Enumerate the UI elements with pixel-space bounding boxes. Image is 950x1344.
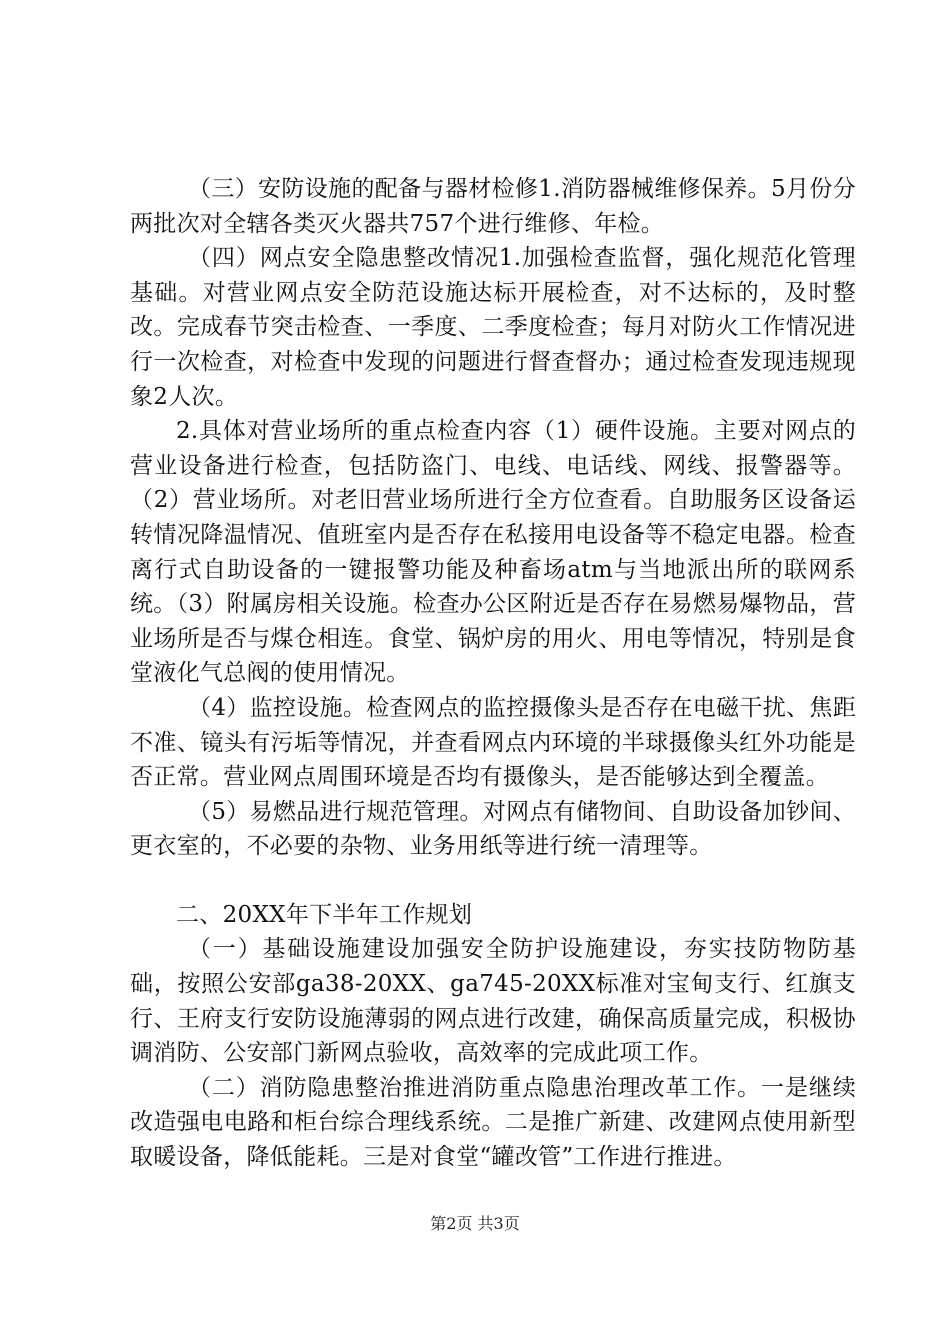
paragraph-fire-hazard: （二）消防隐患整治推进消防重点隐患治理改革工作。一是继续改造强电电路和柜台综合理线系统。二是推广新建、改建网点使用新型取暖设备，降低能耗。三是对食堂“罐改管”工作进行推进。 bbox=[130, 1074, 856, 1171]
section-heading-plan: 二、20XX年下半年工作规划 bbox=[176, 901, 473, 928]
paragraph-security-equipment: （三）安防设施的配备与器材检修1.消防器械维修保养。5月份分两批次对全辖各类灭火器共757个进行维修、年检。 bbox=[130, 176, 856, 237]
paragraph-key-inspection: 2.具体对营业场所的重点检查内容（1）硬件设施。主要对网点的营业设备进行检查，包括防盗门、电线、电话线、网线、报警器等。（2）营业场所。对老旧营业场所进行全方位查看。自助服务区设备运转情况降温情况、值班室内是否存在私接用电设备等不稳定电器。检查离行式自助设备的一键报警功能及种畜场atm与当地派出所的联网系统。（3）附属房相关设施。检查办公区附近是否存在易燃易爆物品，营业场所是否与煤仓相连。食堂、锅炉房的用火、用电等情况，特别是食堂液化气总阀的使用情况。 bbox=[130, 418, 856, 687]
paragraph-hazard-rectification: （四）网点安全隐患整改情况1.加强检查监督，强化规范化管理基础。对营业网点安全防范设施达标开展检查，对不达标的，及时整改。完成春节突击检查、一季度、二季度检查；每月对防火工作情况进行一次检查，对检查中发现的问题进行督查督办；通过检查发现违规现象2人次。 bbox=[130, 245, 856, 410]
document-body bbox=[130, 172, 856, 1175]
page-footer: 第2页 共3页 bbox=[430, 1214, 520, 1233]
paragraph-monitoring: （4）监控设施。检查网点的监控摄像头是否存在电磁干扰、焦距不准、镜头有污垢等情况，并查看网点内环境的半球摄像头红外功能是否正常。营业网点周围环境是否均有摄像头，是否能够达到全覆盖。 bbox=[130, 694, 856, 791]
paragraph-flammables: （5）易燃品进行规范管理。对网点有储物间、自助设备加钞间、更衣室的，不必要的杂物、业务用纸等进行统一清理等。 bbox=[130, 798, 856, 860]
paragraph-infrastructure: （一）基础设施建设加强安全防护设施建设，夯实技防物防基础，按照公安部ga38-20XX、ga745-20XX标准对宝甸支行、红旗支行、王府支行安防设施薄弱的网点进行改建，确保高质量完成，积极协调消防、公安部门新网点验收，高效率的完成此项工作。 bbox=[130, 936, 856, 1067]
section-gap bbox=[130, 864, 856, 898]
